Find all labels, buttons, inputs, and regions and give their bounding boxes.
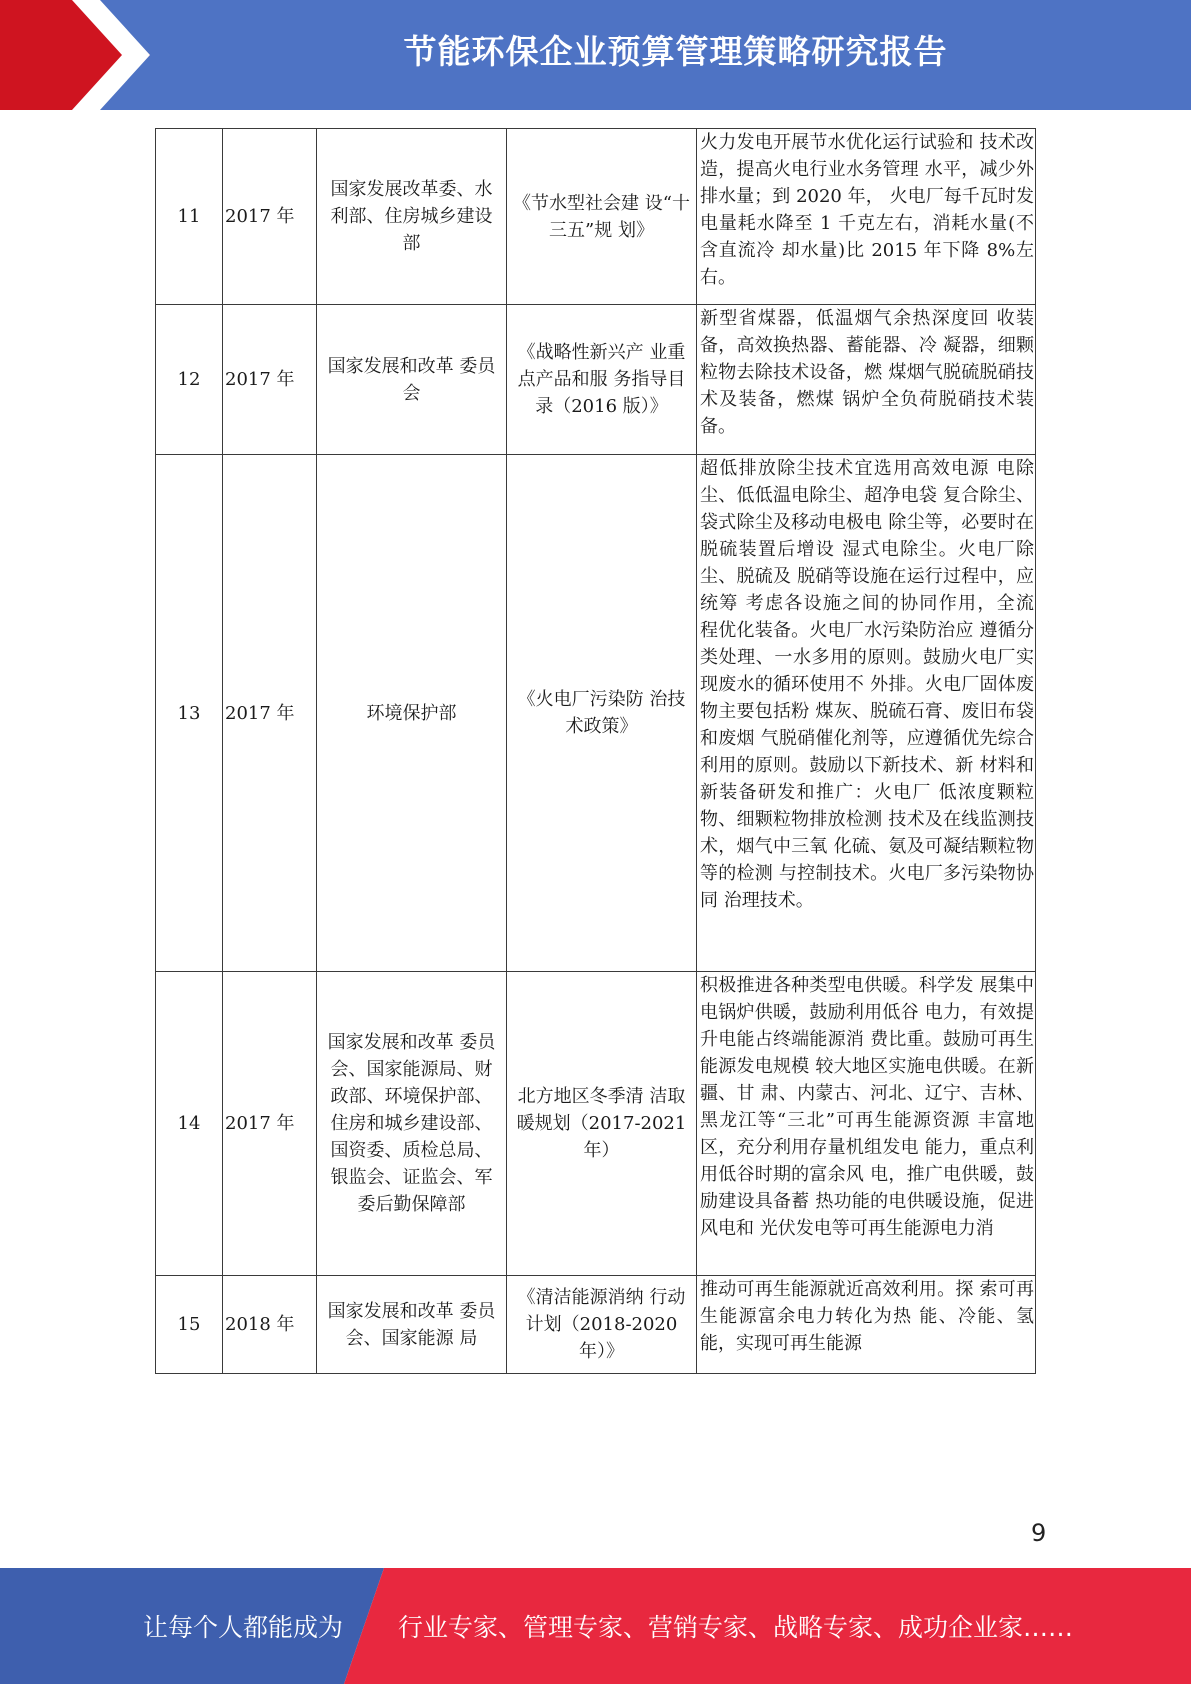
page-header bbox=[0, 0, 1191, 110]
table-row bbox=[156, 455, 1036, 972]
row-document: 《战略性新兴产 业重点产品和服 务指导目录（2016 版）》 bbox=[507, 305, 697, 455]
page-number: 9 bbox=[1031, 1519, 1047, 1547]
table-row bbox=[156, 1276, 1036, 1374]
row-content: 推动可再生能源就近高效利用。探 索可再生能源富余电力转化为热 能、冷能、氢能，实现可再生能源 bbox=[697, 1276, 1036, 1374]
row-year: 2017 年 bbox=[223, 129, 317, 305]
table-row bbox=[156, 305, 1036, 455]
row-content: 超低排放除尘技术宜选用高效电源 电除尘、低低温电除尘、超净电袋 复合除尘、袋式除尘及移动电极电 除尘等，必要时在脱硫装置后增设 湿式电除尘。火电厂除尘、脱硫及 脱硝等设施在运行过程中，应统筹 考虑各设施之间的协同作用，全流 程优化装备。火电厂水污染防治应 遵循分类处理、一水多用的原则。鼓励火电厂实现废水的循环使用不 外排。火电厂固体废物主要包括粉 煤灰、脱硫石膏、废旧布袋和废烟 气脱硝催化剂等，应遵循优先综合 利用的原则。鼓励以下新技术、新 材料和新装备研发和推广：火电厂 低浓度颗粒物、细颗粒物排放检测 技术及在线监测技术，烟气中三氧 化硫、氨及可凝结颗粒物等的检测 与控制技术。火电厂多污染物协同 治理技术。 bbox=[697, 455, 1036, 972]
row-department: 国家发展和改革 委员会、国家能源 局 bbox=[317, 1276, 507, 1374]
table-row bbox=[156, 972, 1036, 1276]
row-content: 火力发电开展节水优化运行试验和 技术改造，提高火电行业水务管理 水平，减少外排水量；到 2020 年， 火电厂每千瓦时发电量耗水降至 1 千克左右，消耗水量(不含直流冷 却水量)比 2015 年下降 8%左右。 bbox=[697, 129, 1036, 305]
page-footer bbox=[0, 1568, 1191, 1684]
row-department: 国家发展和改革 委员会、国家能源局、财政部、环境保护部、住房和城乡建设部、国资委、质检总局、银监会、证监会、军委后勤保障部 bbox=[317, 972, 507, 1276]
row-number: 14 bbox=[156, 972, 223, 1276]
row-number: 13 bbox=[156, 455, 223, 972]
row-department: 环境保护部 bbox=[317, 455, 507, 972]
row-department: 国家发展和改革 委员会 bbox=[317, 305, 507, 455]
table-row bbox=[156, 129, 1036, 305]
row-document: 北方地区冬季清 洁取暖规划（2017-2021 年） bbox=[507, 972, 697, 1276]
row-department: 国家发展改革委、水利部、住房城乡建设部 bbox=[317, 129, 507, 305]
row-document: 《节水型社会建 设“十三五”规 划》 bbox=[507, 129, 697, 305]
row-document: 《清洁能源消纳 行动计划（2018-2020 年）》 bbox=[507, 1276, 697, 1374]
row-year: 2017 年 bbox=[223, 305, 317, 455]
footer-slogan-right: 行业专家、管理专家、营销专家、战略专家、成功企业家…… bbox=[398, 1613, 1074, 1642]
row-year: 2018 年 bbox=[223, 1276, 317, 1374]
row-number: 11 bbox=[156, 129, 223, 305]
row-year: 2017 年 bbox=[223, 455, 317, 972]
row-document: 《火电厂污染防 治技术政策》 bbox=[507, 455, 697, 972]
row-number: 15 bbox=[156, 1276, 223, 1374]
report-title: 节能环保企业预算管理策略研究报告 bbox=[403, 32, 948, 71]
row-content: 新型省煤器，低温烟气余热深度回 收装备，高效换热器、蓄能器、冷 凝器，细颗粒物去除技术设备，燃 煤烟气脱硫脱硝技术及装备，燃煤 锅炉全负荷脱硝技术装备。 bbox=[697, 305, 1036, 455]
row-year: 2017 年 bbox=[223, 972, 317, 1276]
row-number: 12 bbox=[156, 305, 223, 455]
row-content: 积极推进各种类型电供暖。科学发 展集中电锅炉供暖，鼓励利用低谷 电力，有效提升电能占终端能源消 费比重。鼓励可再生能源发电规模 较大地区实施电供暖。在新疆、甘 肃、内蒙古、河北、辽宁、吉林、 黑龙江等“三北”可再生能源资源 丰富地区，充分利用存量机组发电 能力，重点利用低谷时期的富余风 电，推广电供暖，鼓励建设具备蓄 热功能的电供暖设施，促进风电和 光伏发电等可再生能源电力消 bbox=[697, 972, 1036, 1276]
footer-slogan-left: 让每个人都能成为 bbox=[143, 1613, 344, 1642]
policy-table bbox=[155, 128, 1036, 1374]
